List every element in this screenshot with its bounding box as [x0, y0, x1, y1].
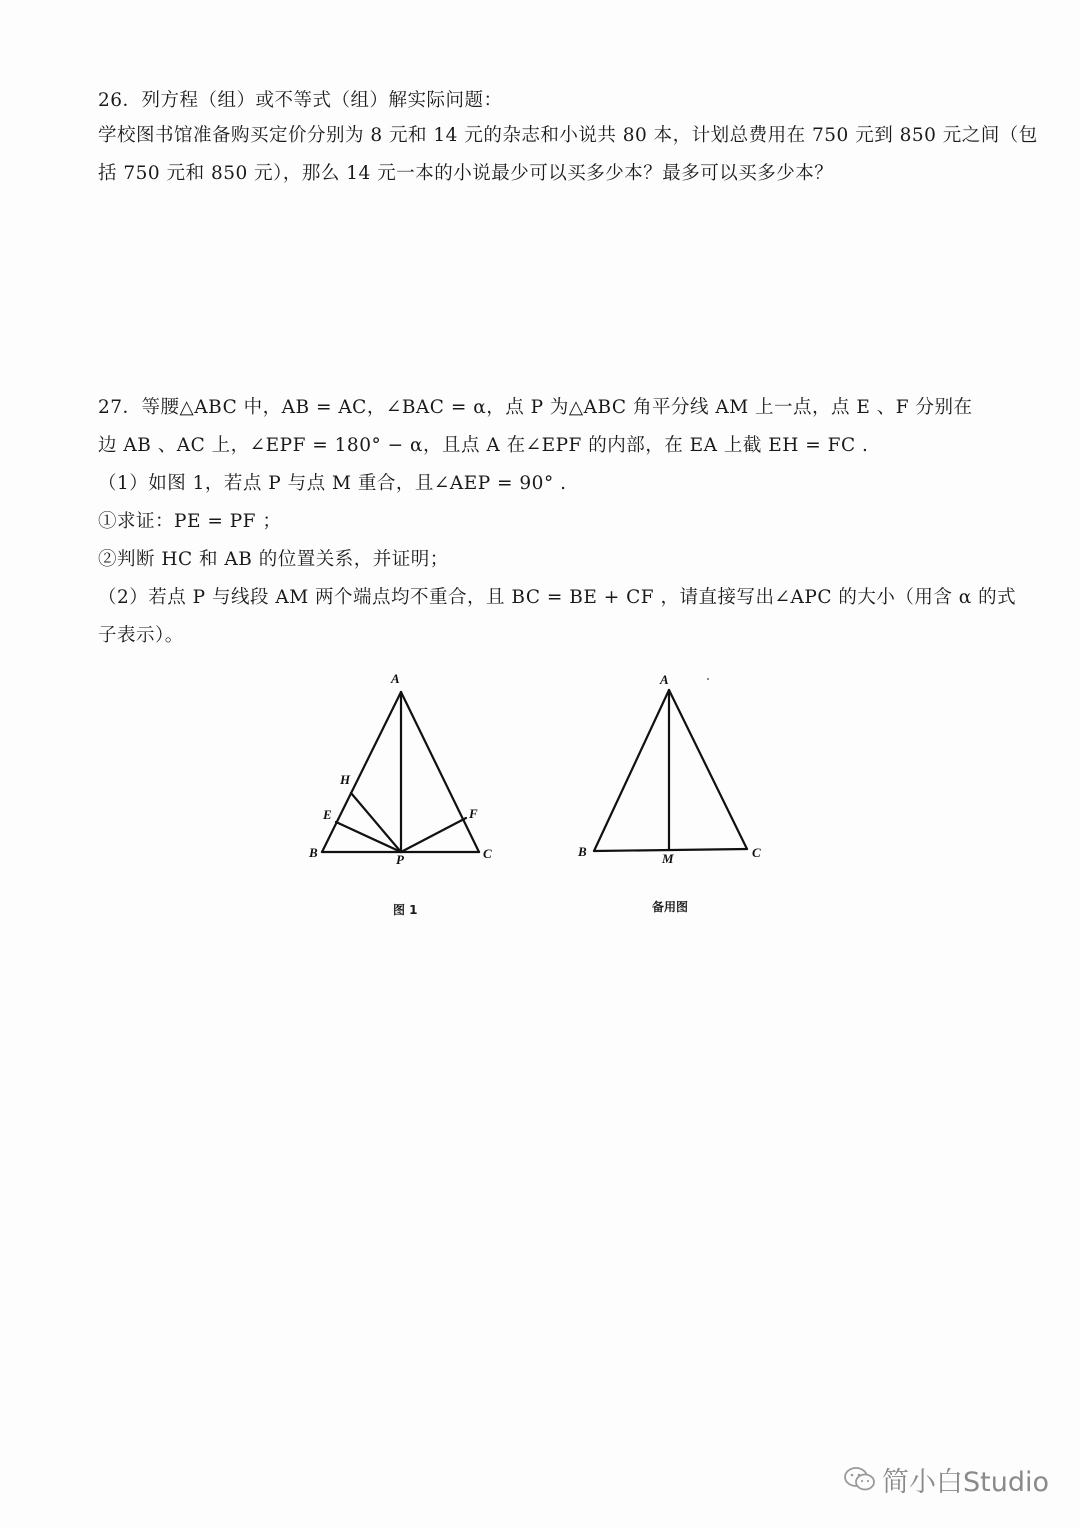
fig1-label-A: A — [391, 671, 400, 686]
fig1-caption: 图 1 — [393, 903, 418, 917]
stray-dot — [707, 678, 709, 680]
q27-sub2: ②判断 HC 和 AB 的位置关系，并证明； — [98, 549, 449, 570]
fig2-caption: 备用图 — [652, 900, 689, 914]
q27-text-line2: 边 AB 、AC 上，∠EPF = 180° − α，且点 A 在∠EPF 的内部，在 EA 上截 EH = FC . — [98, 435, 869, 456]
figure-2 — [594, 690, 747, 851]
fig2-label-A: A — [660, 672, 669, 687]
fig1-segment-HP — [351, 793, 401, 852]
q26-text-line1: 学校图书馆准备购买定价分别为 8 元和 14 元的杂志和小说共 80 本，计划总费用在 750 元到 850 元之间（包 — [98, 125, 1038, 146]
fig1-segment-EP — [336, 822, 401, 852]
fig1-segment-FP — [401, 818, 466, 852]
fig2-label-B: B — [578, 844, 587, 859]
fig2-label-M: M — [662, 851, 674, 866]
watermark-text: 简小白Studio — [882, 1467, 1049, 1498]
fig1-segment-AB — [322, 692, 401, 852]
fig1-label-E: E — [323, 807, 332, 822]
fig1-label-C: C — [483, 846, 492, 861]
q27-part1: （1）如图 1，若点 P 与点 M 重合，且∠AEP = 90° . — [98, 473, 567, 494]
fig2-segment-AB — [594, 690, 669, 851]
q26-text-line2: 括 750 元和 850 元），那么 14 元一本的小说最少可以买多少本？最多可以买多少本？ — [98, 163, 834, 184]
fig1-segment-AC — [401, 692, 479, 852]
q27-text-line1: 27．等腰△ABC 中，AB = AC，∠BAC = α，点 P 为△ABC 角平分线 AM 上一点，点 E 、F 分别在 — [98, 397, 973, 418]
fig1-label-F: F — [469, 806, 478, 821]
wechat-icon — [842, 1465, 878, 1493]
fig1-label-H: H — [340, 772, 351, 787]
q27-sub1: ①求证：PE = PF ； — [98, 511, 282, 532]
fig1-label-B: B — [309, 845, 318, 860]
fig2-label-C: C — [752, 845, 761, 860]
fig1-label-P: P — [396, 852, 404, 867]
q27-part2-line1: （2）若点 P 与线段 AM 两个端点均不重合，且 BC = BE + CF ，请直接写出∠APC 的大小（用含 α 的式 — [98, 587, 1017, 608]
q27-part2-line2: 子表示）。 — [98, 625, 184, 646]
fig2-segment-AC — [669, 690, 747, 849]
q26-title: 26．列方程（组）或不等式（组）解实际问题： — [98, 90, 503, 111]
